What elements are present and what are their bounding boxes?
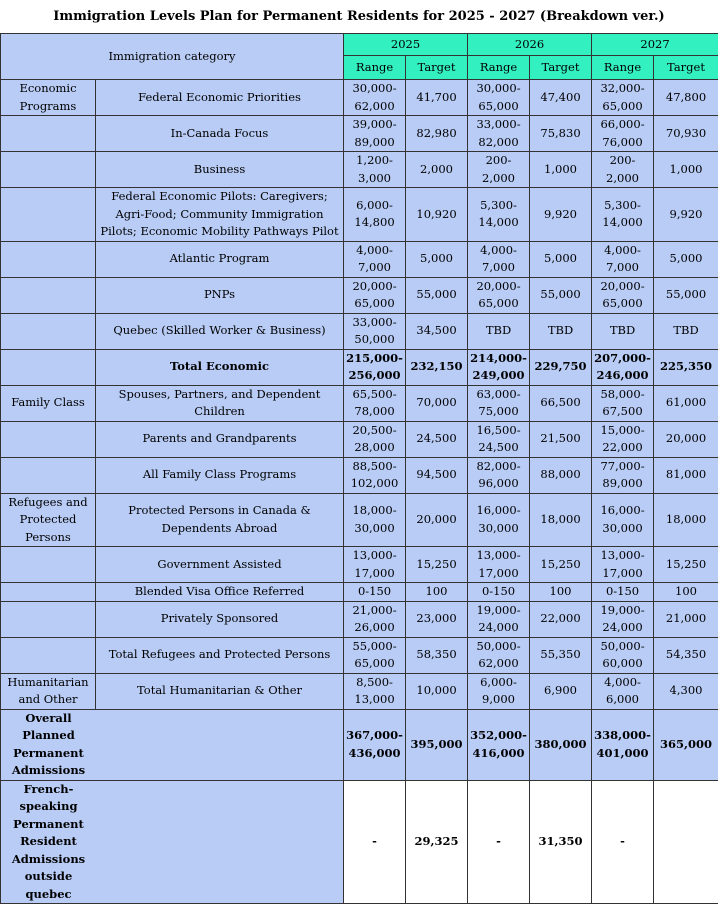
target-cell: 9,920 [530, 188, 592, 242]
table-row [1, 80, 718, 116]
range-cell: 63,000-75,000 [468, 385, 530, 421]
category-label: Parents and Grandparents [96, 421, 344, 457]
range-cell: 33,000-50,000 [344, 313, 406, 349]
group-label: Refugees and Protected Persons [1, 493, 96, 547]
target-cell: 1,000 [530, 152, 592, 188]
group-label [1, 116, 96, 152]
range-cell: 4,000-7,000 [344, 241, 406, 277]
table-row [1, 385, 718, 421]
category-label: Federal Economic Priorities [96, 80, 344, 116]
target-cell: 55,000 [654, 277, 718, 313]
range-cell: TBD [468, 313, 530, 349]
target-cell: 232,150 [406, 349, 468, 385]
category-label: Atlantic Program [96, 241, 344, 277]
range-cell: 21,000-26,000 [344, 601, 406, 637]
target-header: Target [406, 56, 468, 80]
target-cell: 15,250 [654, 547, 718, 583]
range-cell: 32,000-65,000 [592, 80, 654, 116]
target-cell: 47,400 [530, 80, 592, 116]
group-label [1, 313, 96, 349]
target-cell: 4,300 [654, 673, 718, 709]
target-cell: 58,350 [406, 637, 468, 673]
table-row [1, 457, 718, 493]
target-cell: TBD [654, 313, 718, 349]
target-cell: 18,000 [654, 493, 718, 547]
range-cell: 55,000-65,000 [344, 637, 406, 673]
target-cell: 6,900 [530, 673, 592, 709]
category-label: Government Assisted [96, 547, 344, 583]
range-cell: 0-150 [344, 583, 406, 602]
target-cell: 2,000 [406, 152, 468, 188]
range-cell: 20,000-65,000 [592, 277, 654, 313]
target-cell: 1,000 [654, 152, 718, 188]
group-label [1, 152, 96, 188]
range-cell: 5,300-14,000 [468, 188, 530, 242]
target-cell: 100 [654, 583, 718, 602]
range-cell: 20,500-28,000 [344, 421, 406, 457]
category-label: Blended Visa Office Referred [96, 583, 344, 602]
target-cell: 365,000 [654, 709, 718, 780]
group-label [1, 637, 96, 673]
target-cell: 55,000 [530, 277, 592, 313]
range-cell: 77,000-89,000 [592, 457, 654, 493]
target-cell: 10,000 [406, 673, 468, 709]
range-cell: 20,000-65,000 [468, 277, 530, 313]
range-cell: 352,000-416,000 [468, 709, 530, 780]
range-cell: TBD [592, 313, 654, 349]
category-label: Protected Persons in Canada & Dependents Abroad [96, 493, 344, 547]
table-row [1, 188, 718, 242]
group-label: French-speaking Permanent Resident Admissions outside quebec [1, 781, 96, 904]
target-cell: 20,000 [406, 493, 468, 547]
target-cell: 54,350 [654, 637, 718, 673]
range-cell: 6,000-14,800 [344, 188, 406, 242]
table-row [1, 709, 718, 780]
target-cell: 20,000 [654, 421, 718, 457]
target-cell: 70,000 [406, 385, 468, 421]
range-cell: 338,000-401,000 [592, 709, 654, 780]
table-row [1, 152, 718, 188]
category-label: Total Refugees and Protected Persons [96, 637, 344, 673]
target-cell: 61,000 [654, 385, 718, 421]
category-label: PNPs [96, 277, 344, 313]
group-label [1, 601, 96, 637]
year-header-2026: 2026 [468, 34, 592, 56]
target-cell: 100 [530, 583, 592, 602]
category-label: Business [96, 152, 344, 188]
range-header: Range [344, 56, 406, 80]
range-cell: 15,000-22,000 [592, 421, 654, 457]
group-label [1, 277, 96, 313]
target-cell: 5,000 [654, 241, 718, 277]
table-row [1, 673, 718, 709]
range-cell: 50,000-62,000 [468, 637, 530, 673]
range-cell: 200-2,000 [592, 152, 654, 188]
target-cell: 18,000 [530, 493, 592, 547]
target-cell: 41,700 [406, 80, 468, 116]
target-cell: 380,000 [530, 709, 592, 780]
table-row [1, 780, 718, 904]
range-cell: 367,000-436,000 [344, 709, 406, 780]
year-header-2027: 2027 [592, 34, 718, 56]
table-row [1, 547, 718, 583]
category-label: Spouses, Partners, and Dependent Children [96, 385, 344, 421]
table-row [1, 349, 718, 385]
target-cell: 82,980 [406, 116, 468, 152]
range-cell: 4,000-7,000 [592, 241, 654, 277]
category-label: All Family Class Programs [96, 457, 344, 493]
group-label [1, 583, 96, 602]
range-cell: 33,000-82,000 [468, 116, 530, 152]
target-cell: 88,000 [530, 457, 592, 493]
year-header-2025: 2025 [344, 34, 468, 56]
row-label [1, 780, 344, 904]
group-label: Humanitarian and Other [1, 673, 96, 709]
range-header: Range [592, 56, 654, 80]
target-cell: 395,000 [406, 709, 468, 780]
group-label [1, 457, 96, 493]
table-title: Immigration Levels Plan for Permanent Residents for 2025 - 2027 (Breakdown ver.) [0, 0, 718, 33]
target-cell: 47,800 [654, 80, 718, 116]
range-cell: 50,000-60,000 [592, 637, 654, 673]
range-cell: 207,000-246,000 [592, 349, 654, 385]
target-cell: 229,750 [530, 349, 592, 385]
range-cell: 30,000-62,000 [344, 80, 406, 116]
range-cell: 6,000-9,000 [468, 673, 530, 709]
range-cell: 30,000-65,000 [468, 80, 530, 116]
target-cell: 55,000 [406, 277, 468, 313]
category-label: In-Canada Focus [96, 116, 344, 152]
target-cell: 34,500 [406, 313, 468, 349]
group-label [1, 421, 96, 457]
range-cell: 19,000-24,000 [468, 601, 530, 637]
range-cell: 5,300-14,000 [592, 188, 654, 242]
range-cell: 214,000-249,000 [468, 349, 530, 385]
range-cell: 16,500-24,500 [468, 421, 530, 457]
range-cell: 66,000-76,000 [592, 116, 654, 152]
range-cell: 18,000-30,000 [344, 493, 406, 547]
target-cell: 5,000 [406, 241, 468, 277]
range-cell: 39,000-89,000 [344, 116, 406, 152]
target-cell: 21,500 [530, 421, 592, 457]
immigration-levels-table [0, 33, 718, 904]
target-cell: 23,000 [406, 601, 468, 637]
target-cell: 15,250 [406, 547, 468, 583]
range-cell: 13,000-17,000 [468, 547, 530, 583]
range-cell: 1,200-3,000 [344, 152, 406, 188]
range-cell: 13,000-17,000 [344, 547, 406, 583]
group-label: Family Class [1, 385, 96, 421]
range-cell: - [592, 780, 654, 904]
table-row [1, 313, 718, 349]
target-cell: 31,350 [530, 780, 592, 904]
range-cell: 65,500-78,000 [344, 385, 406, 421]
category-label: Quebec (Skilled Worker & Business) [96, 313, 344, 349]
range-cell: - [344, 780, 406, 904]
group-label [1, 547, 96, 583]
group-label [1, 188, 96, 242]
range-cell: 0-150 [592, 583, 654, 602]
range-cell: 200-2,000 [468, 152, 530, 188]
range-cell: 88,500-102,000 [344, 457, 406, 493]
target-cell: 10,920 [406, 188, 468, 242]
table-row [1, 637, 718, 673]
group-label [1, 241, 96, 277]
target-cell: 225,350 [654, 349, 718, 385]
category-header: Immigration category [1, 34, 344, 80]
target-cell: 9,920 [654, 188, 718, 242]
range-cell: 16,000-30,000 [592, 493, 654, 547]
range-cell: 215,000-256,000 [344, 349, 406, 385]
table-row [1, 241, 718, 277]
target-header: Target [654, 56, 718, 80]
target-cell: 24,500 [406, 421, 468, 457]
group-label: Overall Planned Permanent Admissions [1, 710, 96, 780]
group-label [1, 349, 96, 385]
range-cell: 4,000-6,000 [592, 673, 654, 709]
table-row [1, 601, 718, 637]
table-row [1, 277, 718, 313]
target-cell: 5,000 [530, 241, 592, 277]
target-cell: 66,500 [530, 385, 592, 421]
range-cell: - [468, 780, 530, 904]
row-label [1, 709, 344, 780]
target-cell: 94,500 [406, 457, 468, 493]
range-cell: 82,000-96,000 [468, 457, 530, 493]
target-cell: 81,000 [654, 457, 718, 493]
range-cell: 4,000-7,000 [468, 241, 530, 277]
category-label: Total Economic [96, 349, 344, 385]
group-label: Economic Programs [1, 80, 96, 116]
range-cell: 58,000-67,500 [592, 385, 654, 421]
table-row [1, 583, 718, 602]
range-cell: 13,000-17,000 [592, 547, 654, 583]
target-cell: 21,000 [654, 601, 718, 637]
target-cell: TBD [530, 313, 592, 349]
category-label: Federal Economic Pilots: Caregivers; Agri-Food; Community Immigration Pilots; Economic Mobility Pathways Pilot [96, 188, 344, 242]
range-cell: 20,000-65,000 [344, 277, 406, 313]
range-cell: 19,000-24,000 [592, 601, 654, 637]
table-row [1, 116, 718, 152]
target-cell: 100 [406, 583, 468, 602]
target-cell: 15,250 [530, 547, 592, 583]
category-label: Privately Sponsored [96, 601, 344, 637]
target-header: Target [530, 56, 592, 80]
target-cell [654, 780, 718, 904]
target-cell: 29,325 [406, 780, 468, 904]
target-cell: 22,000 [530, 601, 592, 637]
table-row [1, 421, 718, 457]
target-cell: 70,930 [654, 116, 718, 152]
target-cell: 75,830 [530, 116, 592, 152]
range-cell: 0-150 [468, 583, 530, 602]
range-cell: 8,500-13,000 [344, 673, 406, 709]
range-cell: 16,000-30,000 [468, 493, 530, 547]
table-body [1, 80, 718, 904]
table-row [1, 493, 718, 547]
target-cell: 55,350 [530, 637, 592, 673]
range-header: Range [468, 56, 530, 80]
category-label: Total Humanitarian & Other [96, 673, 344, 709]
